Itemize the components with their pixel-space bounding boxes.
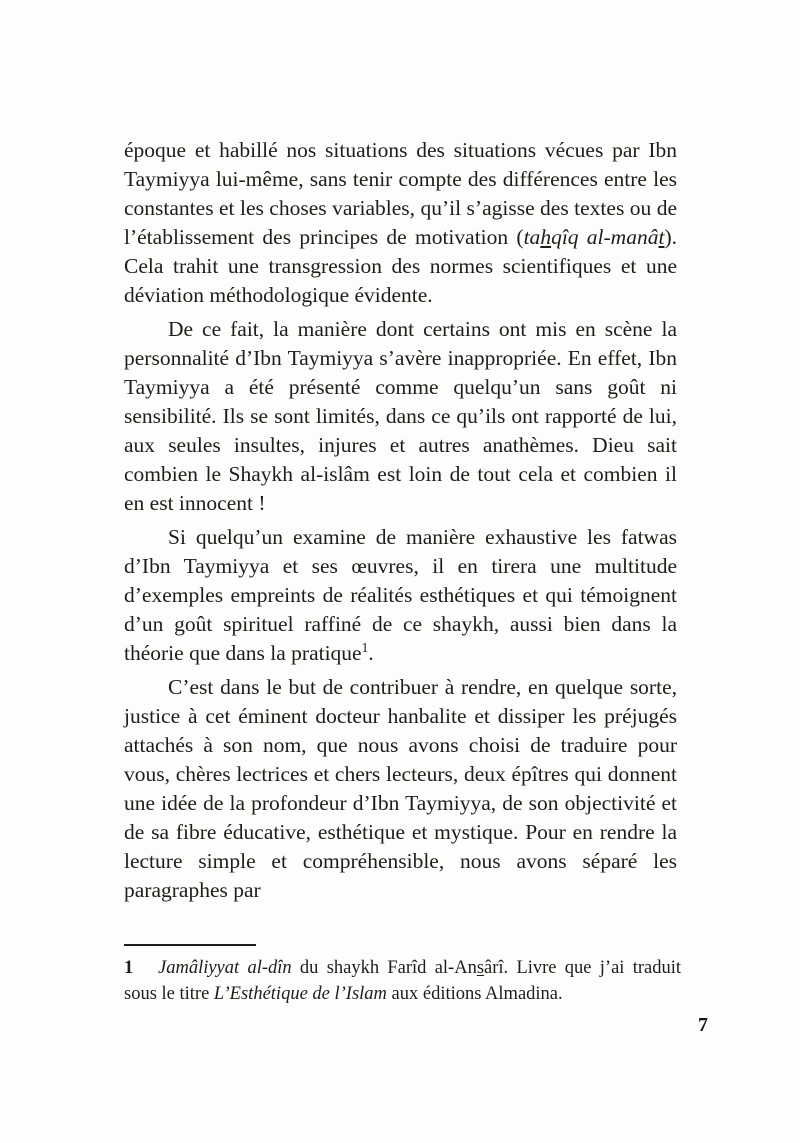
page-number: 7: [698, 1014, 708, 1036]
footnote-text: [124, 955, 681, 1007]
footnote-marker: 1: [124, 958, 134, 978]
paragraph-text: Si quelqu’un examine de manière exhaustive les fatwas d’Ibn Taymiyya et ses œuvres, il en tirera une multitude d’exemples empreints de réalités esthétiques et qui témoignent d’un goût spirituel raffiné de ce shaykh, aussi bien dans la théorie que dans la pratique: [124, 525, 677, 665]
body-text: [124, 136, 677, 905]
transliteration-underlined-letter: s: [476, 958, 485, 978]
paragraph: [124, 315, 677, 518]
footnote-text-segment: du shaykh Farîd al-An: [291, 958, 477, 978]
footnote-divider: [124, 944, 256, 946]
book-title-italic: L’Esthétique de l’Islam: [213, 984, 387, 1004]
paragraph-text: C’est dans le but de contribuer à rendre, en quelque sorte, justice à cet éminent docteur hanbalite et dissiper les préjugés attachés à son nom, que nous avons choisi de traduire pour vous, chères lectrices et chers lecteurs, deux épîtres qui donnent une idée de la profondeur d’Ibn Taymiyya, de son objectivité et de sa fibre éducative, esthétique et mystique. Pour en rendre la lecture simple et compréhensible, nous avons séparé les paragraphes par: [124, 675, 677, 902]
footnote-reference: 1: [361, 639, 369, 655]
paragraph-text: De ce fait, la manière dont certains ont mis en scène la personnalité d’Ibn Taymiyya s’avère inappropriée. En effet, Ibn Taymiyya a été présenté comme quelqu’un sans goût ni sensibilité. Ils se sont limités, dans ce qu’ils ont rapporté de lui, aux seules insultes, injures et autres anathèmes. Dieu sait combien le Shaykh al-islâm est loin de tout cela et combien il en est innocent !: [124, 317, 677, 515]
footnote: [124, 944, 681, 1007]
paragraph: [124, 523, 677, 668]
paragraph-text: ). Cela trahit une transgression des normes scientifiques et une déviation méthodologique évidente.: [124, 225, 677, 307]
arabic-term-italic: t: [658, 225, 665, 249]
arabic-term-italic: qîq al-manâ: [551, 225, 659, 249]
footnote-text-segment: ârî. Livre que j’ai traduit sous le titre: [124, 958, 681, 1004]
paragraph: [124, 136, 677, 310]
paragraph-text: époque et habillé nos situations des situations vécues par Ibn Taymiyya lui-même, sans tenir compte des différences entre les constantes et les choses variables, qu’il s’agisse des textes ou de l’établissement des principes de motivation (: [124, 138, 677, 249]
footnote-text-segment: aux éditions Almadina.: [386, 984, 563, 1004]
paragraph: [124, 673, 677, 905]
book-title-italic: Jamâliyyat al-dîn: [158, 958, 292, 978]
paragraph-text: .: [368, 641, 374, 665]
arabic-term-italic: ta: [523, 225, 541, 249]
arabic-term-italic: h: [540, 225, 552, 249]
